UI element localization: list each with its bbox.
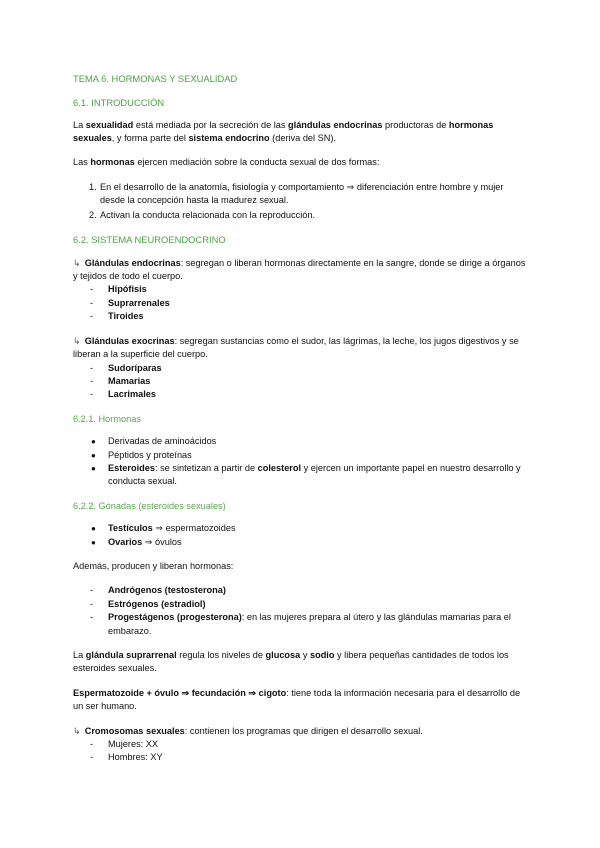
bullet-icon: ● [91, 524, 96, 534]
list-item [73, 388, 527, 401]
list-number: 2. [89, 209, 97, 220]
list-item [73, 297, 527, 310]
arrow-icon: ↳ [73, 257, 81, 268]
text-run: ejercen mediación sobre la conducta sexual de dos formas: [134, 156, 380, 167]
list-item [73, 449, 527, 462]
heading-introduccion: 6.1. INTRODUCCIÓN [73, 97, 165, 109]
dash-marker: - [90, 284, 94, 295]
list-text: Estrógenos (estradiol) [108, 598, 206, 609]
dash-marker: - [90, 585, 94, 596]
bold-term: Testículos [108, 523, 153, 534]
list-text: Derivadas de aminoácidos [108, 436, 217, 447]
bold-term: Progestágenos (progesterona) [108, 612, 242, 623]
list-item [73, 536, 527, 549]
text-run: y [300, 650, 310, 660]
bold-term: Glándulas endocrinas [84, 257, 181, 268]
text-run: está mediada por la secreción de las [133, 119, 289, 130]
list-number: 1. [89, 182, 97, 193]
text-run: La [73, 119, 86, 130]
bold-term: Ovarios [108, 536, 143, 547]
list-text: En el desarrollo de la anatomía, fisiología y comportamiento ⇒ diferenciación entre hombre y mujer desde la concepción hasta la madurez sexual. [100, 182, 504, 206]
list-text: Lacrimales [108, 389, 157, 400]
text-run: : segregan o liberan hormonas directamente en la sangre, donde se dirige a órganos y tejidos de todo el cuerpo. [73, 257, 526, 282]
intro-paragraph-2 [73, 156, 527, 169]
list-text: Hipófisis [108, 284, 147, 295]
list-item [73, 522, 527, 535]
text-run: Las [73, 156, 91, 167]
text-run: , y forma parte del [111, 133, 189, 144]
document-title: TEMA 6. HORMONAS Y SEXUALIDAD [73, 73, 238, 84]
text-run: (deriva del SN). [269, 133, 337, 144]
exocrine-paragraph [73, 335, 527, 362]
list-item [73, 375, 527, 388]
bold-term: sexualidad [85, 119, 134, 130]
bold-term: glándula suprarrenal [85, 650, 177, 660]
dash-marker: - [90, 752, 94, 763]
heading-sistema-neuroendocrino: 6.2. SISTEMA NEUROENDOCRINO [73, 234, 226, 246]
dash-marker: - [90, 389, 94, 400]
bold-term: hormonas sexuales [73, 119, 494, 144]
text-run: : tiene toda la información necesaria para el desarrollo de un ser humano. [73, 687, 521, 712]
text-run: : en las mujeres prepara al útero y las glándulas mamarias para el embarazo. [108, 612, 511, 636]
endocrine-list [73, 283, 527, 323]
heading-gonadas: 6.2.2. Gónadas (esteroides sexuales) [73, 500, 226, 511]
list-text: Péptidos y proteínas [108, 449, 192, 460]
fecundacion-paragraph [73, 687, 527, 714]
bullet-icon: ● [91, 437, 96, 447]
list-text: Activan la conducta relacionada con la reproducción. [100, 209, 316, 220]
list-text: Suprarrenales [108, 297, 170, 308]
bold-term: glándulas endocrinas [288, 119, 383, 130]
bullet-icon: ● [91, 463, 96, 473]
dash-marker: - [90, 612, 94, 623]
list-item [73, 462, 527, 489]
bold-term: Glándulas exocrinas [84, 335, 175, 346]
list-item [73, 283, 527, 296]
list-item [73, 584, 527, 597]
text-run: : contienen los programas que dirigen el desarrollo sexual. [184, 725, 423, 736]
list-item [73, 181, 527, 208]
bold-term: colesterol [257, 462, 302, 473]
text-run: La [73, 650, 86, 660]
gonads-list [73, 522, 527, 549]
dash-marker: - [90, 739, 94, 750]
also-paragraph: Además, producen y liberan hormonas: [73, 560, 234, 571]
hormone-types-list [73, 435, 527, 489]
list-item [73, 362, 527, 375]
text-run: y libera pequeñas cantidades de todos los esteroides sexuales. [73, 650, 509, 674]
list-text: Tiroides [108, 311, 144, 322]
heading-hormonas: 6.2.1. Hormonas [73, 413, 141, 424]
arrow-icon: ↳ [73, 725, 81, 736]
sex-hormones-list [73, 584, 527, 638]
suprarrenal-paragraph [73, 649, 527, 676]
bold-term: hormonas [90, 156, 135, 167]
dash-marker: - [90, 362, 94, 373]
dash-marker: - [90, 598, 94, 609]
list-text: Mamarias [108, 375, 151, 386]
bullet-icon: ● [91, 537, 96, 547]
numbered-list [73, 181, 527, 222]
bullet-icon: ● [91, 450, 96, 460]
list-item [73, 435, 527, 448]
list-item [73, 751, 527, 764]
text-run: : se sintetizan a partir de [154, 462, 258, 473]
list-item [73, 738, 527, 751]
exocrine-list [73, 362, 527, 402]
text-run: y ejercen un importante papel en nuestro desarrollo y conducta sexual. [108, 462, 521, 487]
list-item [73, 611, 527, 638]
text-run: regula los niveles de [176, 650, 266, 660]
text-run: ⇒ espermatozoides [152, 523, 236, 534]
list-text: Hombres: XY [108, 752, 163, 763]
text-run: ⇒ óvulos [142, 536, 182, 547]
bold-term: Cromosomas sexuales [84, 725, 185, 736]
dash-marker: - [90, 311, 94, 322]
bold-term: sodio [309, 650, 335, 660]
list-item [73, 310, 527, 323]
chromosomes-paragraph [73, 725, 527, 738]
text-run: : segregan sustancias como el sudor, las lágrimas, la leche, los jugos digestivos y se liberan a la superficie del cuerpo. [73, 335, 519, 360]
bold-term: Esteroides [108, 462, 155, 473]
list-text: Sudoríparas [108, 362, 162, 373]
list-item [73, 598, 527, 611]
endocrine-paragraph [73, 257, 527, 284]
arrow-icon: ↳ [73, 335, 81, 346]
document-content [73, 72, 527, 765]
bold-term: sistema endocrino [188, 133, 270, 144]
list-text: Mujeres: XX [108, 739, 159, 750]
dash-marker: - [90, 375, 94, 386]
dash-marker: - [90, 297, 94, 308]
bold-term: Espermatozoide + óvulo ⇒ fecundación ⇒ cigoto [73, 687, 287, 698]
list-item [73, 209, 527, 222]
intro-paragraph-1 [73, 119, 527, 146]
bold-term: glucosa [265, 650, 301, 660]
text-run: productoras de [382, 119, 449, 130]
chromosomes-list [73, 738, 527, 765]
list-text: Andrógenos (testosterona) [108, 585, 226, 596]
